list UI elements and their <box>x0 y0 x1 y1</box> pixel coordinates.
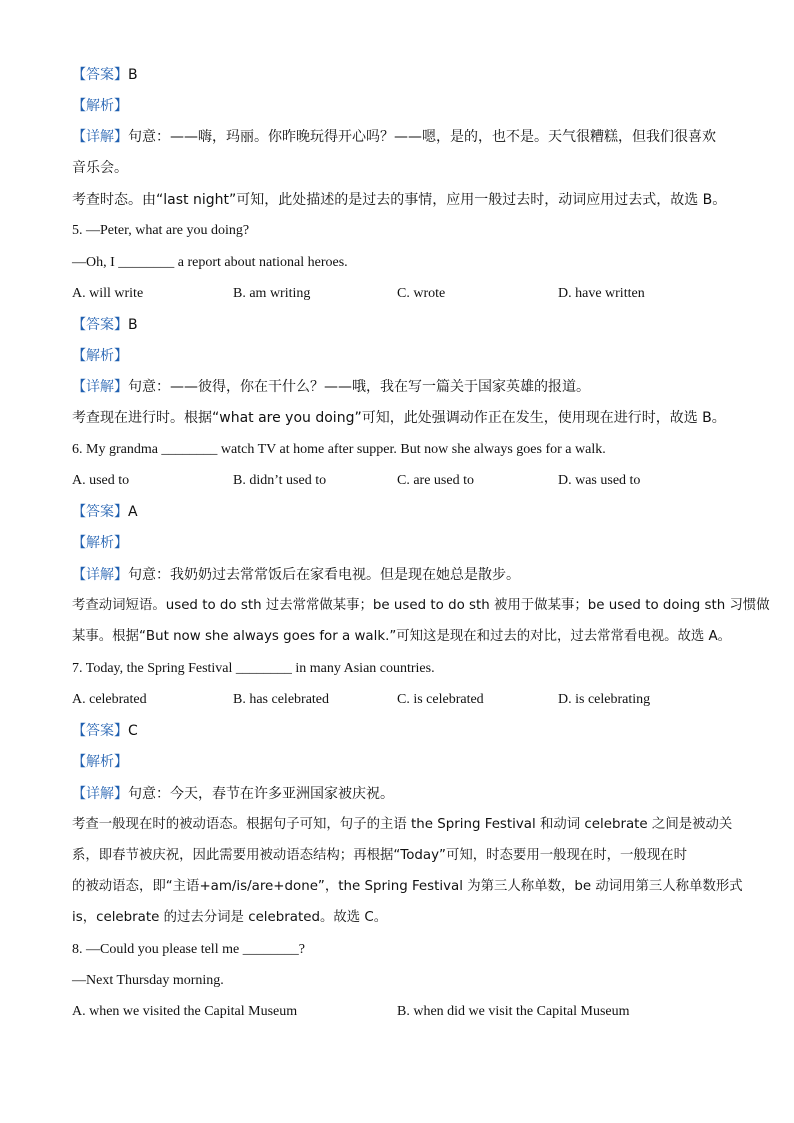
q5-option-d: D. have written <box>558 286 645 301</box>
detail-tag: 【详解】 <box>72 567 128 583</box>
q7-detail-line <box>72 784 724 804</box>
q6-option-b: B. didn’t used to <box>233 473 327 488</box>
detail-text: 句意：我奶奶过去常常饭后在家看电视。但是现在她总是散步。 <box>128 567 520 583</box>
q7-option-c: C. is celebrated <box>397 692 484 707</box>
q5-detail-line <box>72 377 724 397</box>
q6-option-c: C. are used to <box>397 473 474 488</box>
detail-tag: 【详解】 <box>72 379 128 395</box>
answer-tag: 【答案】 <box>72 723 128 739</box>
detail-tag: 【详解】 <box>72 129 128 145</box>
q5-option-a: A. will write <box>72 286 144 301</box>
q7-option-a: A. celebrated <box>72 692 147 707</box>
q5-analysis-line <box>72 346 724 366</box>
question-7-stem: 7. Today, the Spring Festival ________ in many Asian countries. <box>72 661 435 676</box>
q5-option-b: B. am writing <box>233 286 311 301</box>
q7-explanation-1: 考查一般现在时的被动语态。根据句子可知，句子的主语 the Spring Festival 和动词 celebrate 之间是被动关 <box>72 817 733 832</box>
answer-value: B <box>128 317 138 333</box>
q5-explanation: 考查现在进行时。根据“what are you doing”可知，此处强调动作正在发生，使用现在进行时，故选 B。 <box>72 410 726 426</box>
detail-tag: 【详解】 <box>72 786 128 802</box>
q7-answer-line <box>72 721 724 741</box>
q6-explanation-2: 某事。根据“But now she always goes for a walk.”可知这是现在和过去的对比，过去常常看电视。故选 A。 <box>72 629 732 644</box>
answer-value: B <box>128 67 138 83</box>
analysis-tag: 【解析】 <box>72 98 128 114</box>
q7-option-b: B. has celebrated <box>233 692 330 707</box>
explanation-text: 考查时态。由“last night”可知，此处描述的是过去的事情，应用一般过去时，动词应用过去式，故选 B。 <box>72 192 727 208</box>
q6-analysis-line <box>72 533 724 553</box>
analysis-tag: 【解析】 <box>72 754 128 770</box>
detail-continued: 音乐会。 <box>72 160 128 176</box>
analysis-tag: 【解析】 <box>72 535 128 551</box>
q7-explanation-4: is，celebrate 的过去分词是 celebrated。故选 C。 <box>72 910 388 925</box>
question-6-stem: 6. My grandma ________ watch TV at home after supper. But now she always goes for a walk. <box>72 442 606 457</box>
answer-tag: 【答案】 <box>72 317 128 333</box>
detail-text: 句意：今天，春节在许多亚洲国家被庆祝。 <box>128 786 394 802</box>
q7-explanation-3: 的被动语态，即“主语+am/is/are+done”，the Spring Festival 为第三人称单数，be 动词用第三人称单数形式 <box>72 879 743 894</box>
q6-answer-line <box>72 502 724 522</box>
analysis-tag: 【解析】 <box>72 348 128 364</box>
detail-line <box>72 127 724 147</box>
q5-option-c: C. wrote <box>397 286 446 301</box>
answer-tag: 【答案】 <box>72 504 128 520</box>
analysis-line <box>72 96 724 116</box>
q6-option-a: A. used to <box>72 473 130 488</box>
q7-analysis-line <box>72 752 724 772</box>
answer-value: A <box>128 504 138 520</box>
q6-explanation-1: 考查动词短语。used to do sth 过去常常做某事；be used to do sth 被用于做某事；be used to doing sth 习惯做 <box>72 598 770 613</box>
q5-answer-line <box>72 315 724 335</box>
question-5-stem-2: —Oh, I ________ a report about national heroes. <box>72 255 348 270</box>
q6-detail-line <box>72 565 724 585</box>
q8-option-b: B. when did we visit the Capital Museum <box>397 1004 630 1019</box>
answer-line <box>72 65 724 85</box>
question-5-stem: 5. —Peter, what are you doing? <box>72 223 250 238</box>
q7-explanation-2: 系，即春节被庆祝，因此需要用被动语态结构；再根据“Today”可知，时态要用一般现在时，一般现在时 <box>72 848 688 863</box>
question-8-stem-2: —Next Thursday morning. <box>72 973 224 988</box>
detail-text: 句意：——彼得，你在干什么？——哦，我在写一篇关于国家英雄的报道。 <box>128 379 590 395</box>
answer-value: C <box>128 723 138 739</box>
answer-tag: 【答案】 <box>72 67 128 83</box>
detail-text: 句意：——嗨，玛丽。你昨晚玩得开心吗？——嗯，是的，也不是。天气很糟糕，但我们很喜欢 <box>128 129 716 145</box>
q8-option-a: A. when we visited the Capital Museum <box>72 1004 298 1019</box>
question-8-stem: 8. —Could you please tell me ________? <box>72 942 305 957</box>
q6-option-d: D. was used to <box>558 473 641 488</box>
q7-option-d: D. is celebrating <box>558 692 651 707</box>
